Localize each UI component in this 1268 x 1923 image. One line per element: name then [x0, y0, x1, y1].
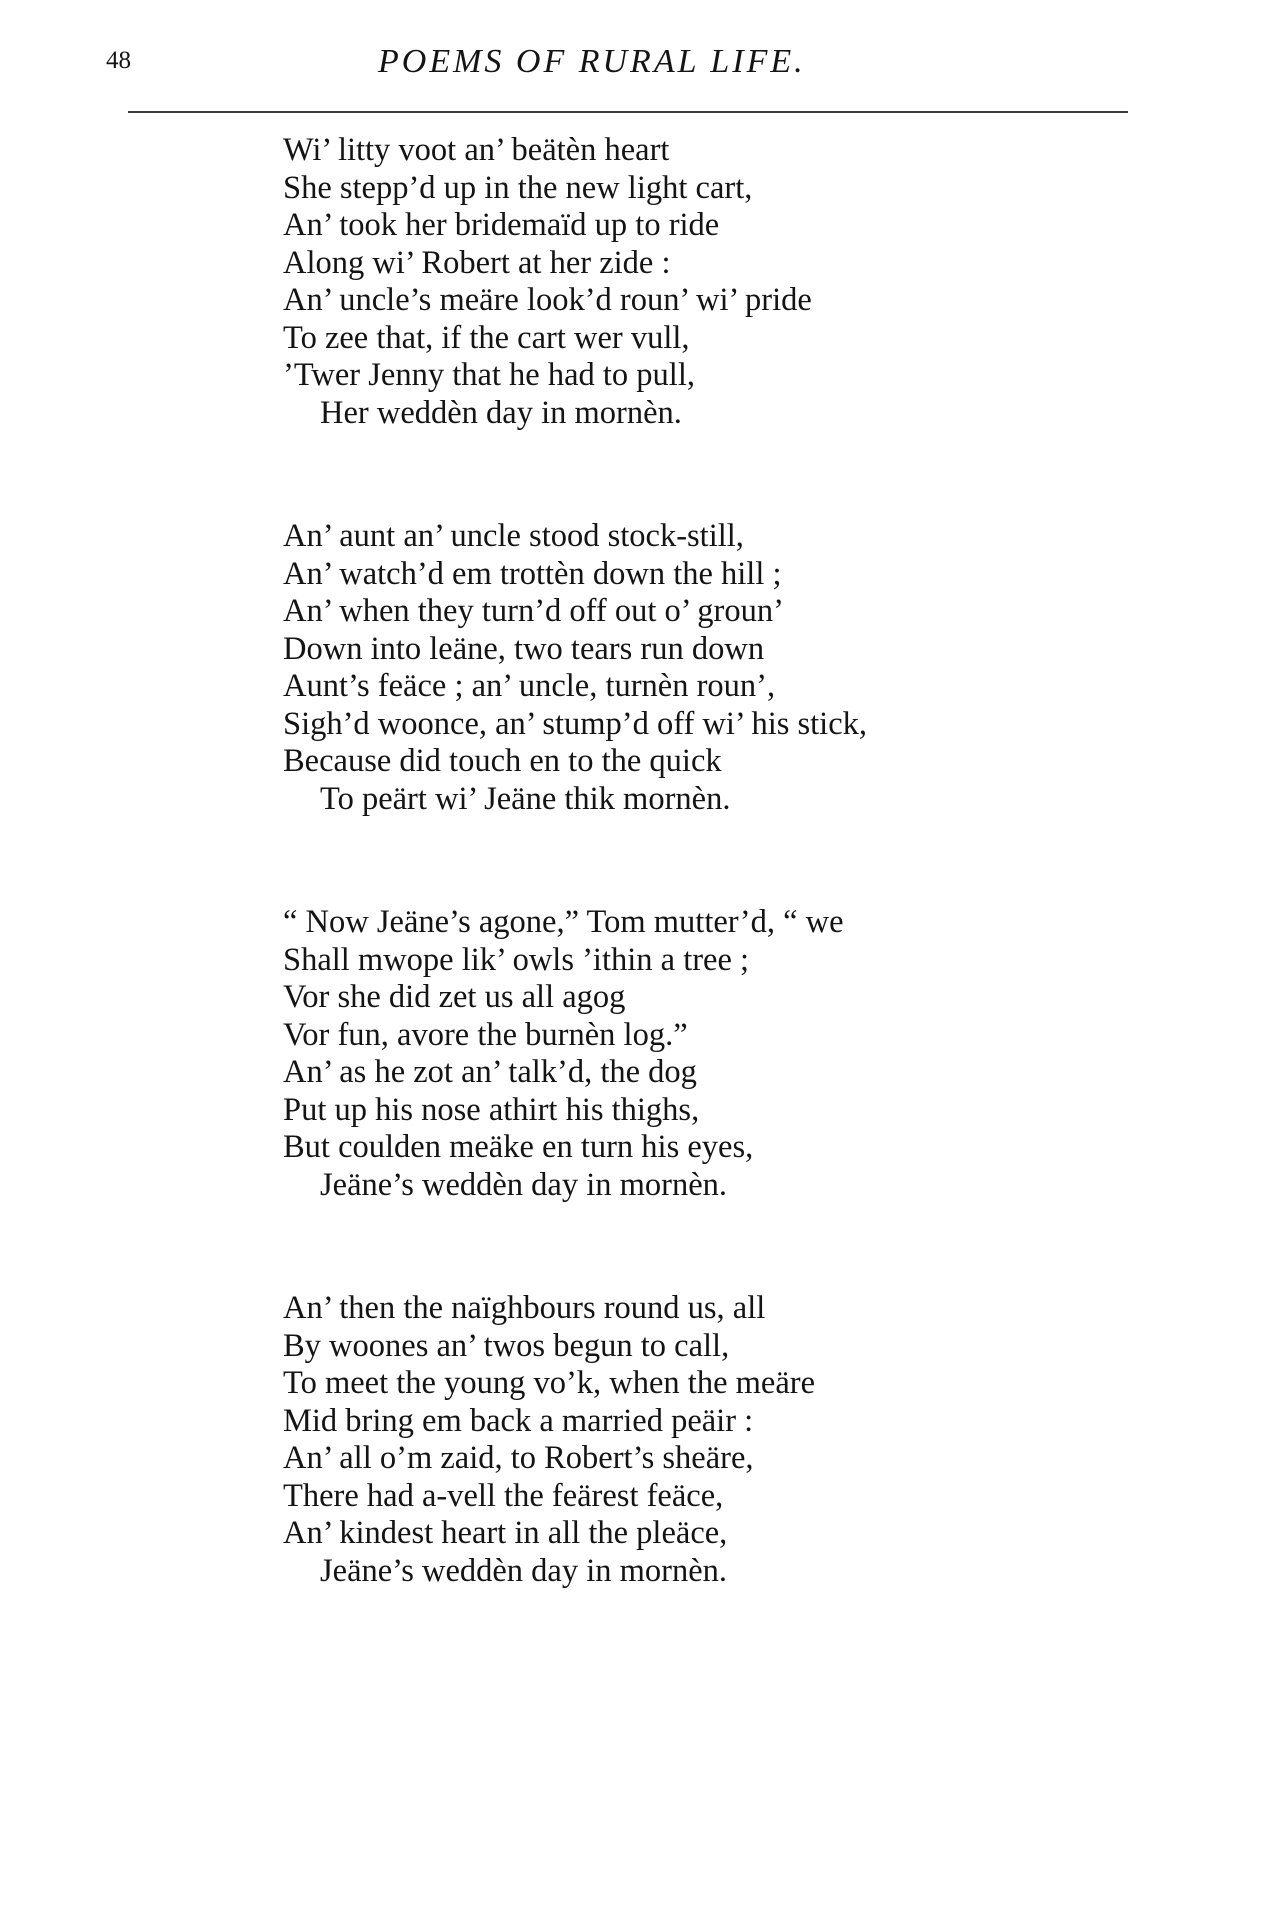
refrain-line: Jeäne’s weddèn day in mornèn.: [320, 1166, 728, 1203]
poem-line: Put up his nose athirt his thighs,: [283, 1091, 700, 1128]
stanza-1: [283, 132, 1183, 432]
poem-line: To meet the young vo’k, when the meäre: [283, 1365, 815, 1401]
poem-line: An’ aunt an’ uncle stood stock-still,: [283, 518, 744, 554]
poem-line: An’ when they turn’d off out o’ groun’: [283, 593, 784, 629]
poem-line: Because did touch en to the quick: [283, 743, 722, 779]
poem-line: Mid bring em back a married peäir :: [283, 1402, 754, 1439]
refrain-line: Her weddèn day in mornèn.: [320, 394, 682, 431]
running-title: POEMS OF RURAL LIFE.: [378, 43, 806, 80]
poem-line: But coulden meäke en turn his eyes,: [283, 1129, 754, 1165]
poem-line: Vor fun, avore the burnèn log.”: [283, 1016, 688, 1053]
poem-line: Along wi’ Robert at her zide :: [283, 244, 671, 281]
poem-line: An’ took her bridemaïd up to ride: [283, 207, 720, 243]
stanza-4: [283, 1290, 1183, 1590]
stanza-2: [283, 518, 1183, 818]
poem-line: To zee that, if the cart wer vull,: [283, 319, 690, 356]
page-number: 48: [106, 47, 131, 74]
poem-line: ’Twer Jenny that he had to pull,: [283, 357, 695, 393]
poem-line: An’ then the naïghbours round us, all: [283, 1290, 766, 1326]
poem-line: An’ uncle’s meäre look’d roun’ wi’ pride: [283, 282, 812, 318]
header-rule: [128, 111, 1128, 113]
poem-line: An’ all o’m zaid, to Robert’s sheäre,: [283, 1440, 754, 1476]
poem-line: By woones an’ twos begun to call,: [283, 1327, 730, 1364]
poem-line: Down into leäne, two tears run down: [283, 630, 765, 667]
stanza-3: [283, 904, 1183, 1204]
poem-line: An’ watch’d em trottèn down the hill ;: [283, 555, 782, 592]
poem-line: Sigh’d woonce, an’ stump’d off wi’ his stick,: [283, 705, 868, 742]
refrain-line: To peärt wi’ Jeäne thik mornèn.: [320, 780, 731, 817]
poem-line: An’ as he zot an’ talk’d, the dog: [283, 1054, 697, 1090]
poem-line: Vor she did zet us all agog: [283, 979, 626, 1015]
poem-line: Aunt’s feäce ; an’ uncle, turnèn roun’,: [283, 668, 776, 704]
poem-body: [283, 132, 1183, 1676]
poem-line: “ Now Jeäne’s agone,” Tom mutter’d, “ we: [283, 904, 844, 940]
poem-line: There had a-vell the feärest feäce,: [283, 1477, 724, 1514]
poem-line: She stepp’d up in the new light cart,: [283, 169, 753, 206]
refrain-line: Jeäne’s weddèn day in mornèn.: [320, 1552, 728, 1589]
poem-line: Wi’ litty voot an’ beätèn heart: [283, 132, 670, 168]
poem-line: Shall mwope lik’ owls ’ithin a tree ;: [283, 941, 750, 978]
poem-line: An’ kindest heart in all the pleäce,: [283, 1515, 728, 1551]
